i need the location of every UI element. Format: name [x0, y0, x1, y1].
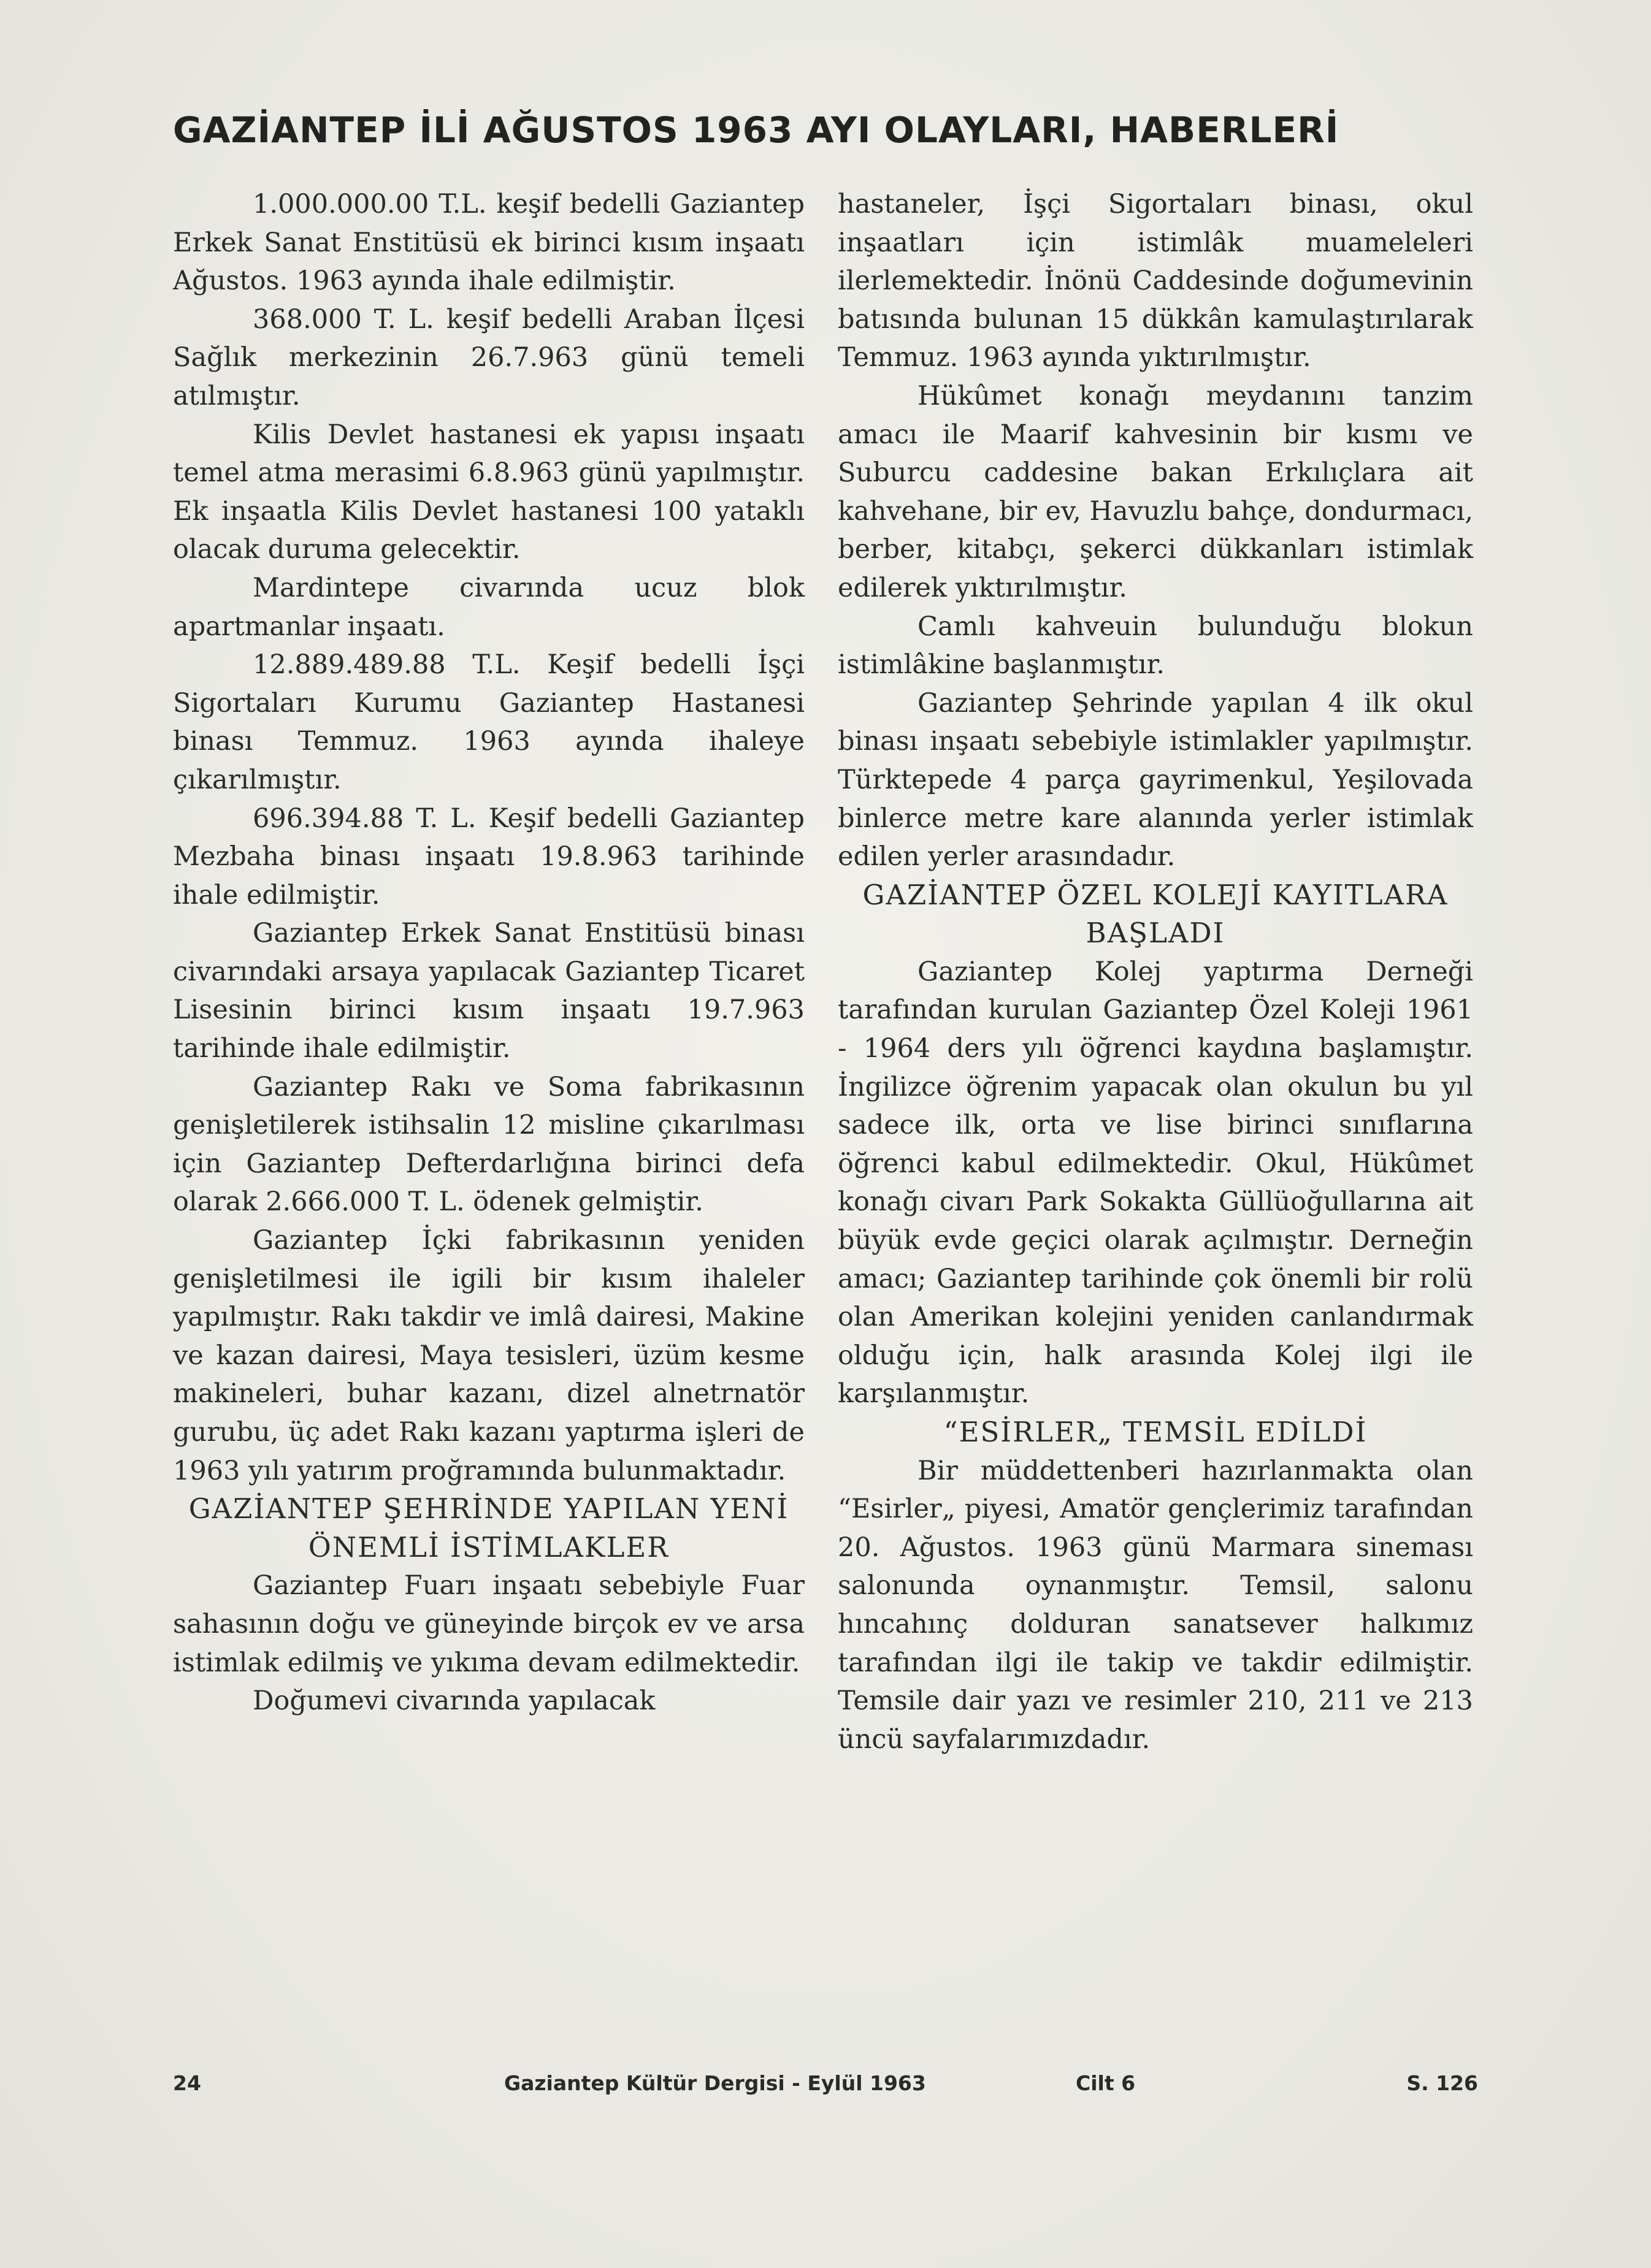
volume-label: Cilt 6 [1076, 2071, 1136, 2095]
page-footer [173, 2071, 1478, 2108]
right-column [838, 185, 1473, 1758]
article-paragraph: 1.000.000.00 T.L. keşif bedelli Gaziantep Erkek Sanat Enstitüsü ek birinci kısım inşaatı Ağustos. 1963 ayında ihale edilmiştir. [173, 189, 805, 297]
article-paragraph: Gaziantep Kolej yaptırma Derneği tarafından kurulan Gaziantep Özel Koleji 1961 - 1964 ders yılı öğrenci kaydına başlamıştır. İngilizce öğrenim yapacak olan okulun bu yıl sadece ilk, orta ve lise birinci sınıflarına öğrenci kabul edilmektedir. Okul, Hükûmet konağı civarı Park Sokakta Güllüoğullarına ait büyük evde geçici olarak açılmıştır. Derneğin amacı; Gaziantep tarihinde çok önemli bir rolü olan Amerikan kolejini yeniden canlandırmak olduğu için, halk arasında Kolej ilgi ile karşılanmıştır. [838, 956, 1473, 1410]
article-heading: GAZİANTEP ÖZEL KOLEJİ KAYITLARA BAŞLADI [862, 878, 1449, 950]
article-paragraph: Gaziantep Şehrinde yapılan 4 ilk okul binası inşaatı sebebiyle istimlakler yapılmıştır. Türktepede 4 parça gayrimenkul, Yeşilovada binlerce metre kare alanında yerler istimlak edilen yerler arasındadır. [838, 687, 1473, 872]
article-paragraph: 368.000 T. L. keşif bedelli Araban İlçesi Sağlık merkezinin 26.7.963 günü temeli atılmıştır. [173, 304, 805, 411]
article-paragraph: Bir müddettenberi hazırlanmakta olan “Esirler„ piyesi, Amatör gençlerimiz tarafından 20. Ağustos. 1963 günü Marmara sineması salonunda oynanmıştır. Temsil, salonu hıncahınç dolduran sanatsever halkımız tarafından ilgi ile takip ve takdir edilmiştir. Temsile dair yazı ve resimler 210, 211 ve 213 üncü sayfalarımızdadır. [838, 1455, 1473, 1755]
issue-number: S. 126 [1406, 2071, 1478, 2095]
article-paragraph: Gaziantep İçki fabrikasının yeniden genişletilmesi ile igili bir kısım ihaleler yapılmıştır. Rakı takdir ve imlâ dairesi, Makine ve kazan dairesi, Maya tesisleri, üzüm kesme makineleri, buhar kazanı, dizel alnetrnatör gurubu, üç adet Rakı kazanı yaptırma işleri de 1963 yılı yatırım proğramında bulunmaktadır. [173, 1225, 805, 1486]
article-heading: “ESİRLER„ TEMSİL EDİLDİ [943, 1416, 1368, 1448]
article-paragraph: 12.889.489.88 T.L. Keşif bedelli İşçi Sigortaları Kurumu Gaziantep Hastanesi binası Temmuz. 1963 ayında ihaleye çıkarılmıştır. [173, 649, 805, 795]
journal-name: Gaziantep Kültür Dergisi - Eylül 1963 [504, 2071, 926, 2095]
article-paragraph: hastaneler, İşçi Sigortaları binası, okul inşaatları için istimlâk muameleleri ilerlemektedir. İnönü Caddesinde doğumevinin batısında bulunan 15 dükkân kamulaştırılarak Temmuz. 1963 ayında yıktırılmıştır. [838, 189, 1473, 373]
page-number: 24 [173, 2071, 201, 2095]
left-column [173, 185, 805, 1720]
article-paragraph: Camlı kahveuin bulunduğu blokun istimlâkine başlanmıştır. [838, 611, 1473, 681]
article-paragraph: Kilis Devlet hastanesi ek yapısı inşaatı temel atma merasimi 6.8.963 günü yapılmıştır. Ek inşaatla Kilis Devlet hastanesi 100 yataklı olacak duruma gelecektir. [173, 419, 805, 565]
article-paragraph: Gaziantep Erkek Sanat Enstitüsü binası civarındaki arsaya yapılacak Gaziantep Ticaret Lisesinin birinci kısım inşaatı 19.7.963 tarihinde ihale edilmiştir. [173, 918, 805, 1064]
article-paragraph: Gaziantep Rakı ve Soma fabrikasının genişletilerek istihsalin 12 misline çıkarılması için Gaziantep Defterdarlığına birinci defa olarak 2.666.000 T. L. ödenek gelmiştir. [173, 1071, 805, 1218]
article-paragraph: Gaziantep Fuarı inşaatı sebebiyle Fuar sahasının doğu ve güneyinde birçok ev ve arsa istimlak edilmiş ve yıkıma devam edilmektedir. [173, 1570, 805, 1678]
page-title: GAZİANTEP İLİ AĞUSTOS 1963 AYI OLAYLARI, HABERLERİ [173, 109, 1339, 151]
article-paragraph: 696.394.88 T. L. Keşif bedelli Gaziantep Mezbaha binası inşaatı 19.8.963 tarihinde ihale edilmiştir. [173, 803, 805, 911]
article-paragraph: Hükûmet konağı meydanını tanzim amacı ile Maarif kahvesinin bir kısmı ve Suburcu caddesine bakan Erkılıçlara ait kahvehane, bir ev, Havuzlu bahçe, dondurmacı, berber, kitabçı, şekerci dükkanları istimlak edilerek yıktırılmıştır. [838, 380, 1473, 603]
article-paragraph: Doğumevi civarında yapılacak [253, 1686, 656, 1717]
article-heading: GAZİANTEP ŞEHRİNDE YAPILAN YENİ ÖNEMLİ İSTİMLAKLER [188, 1492, 789, 1564]
article-paragraph: Mardintepe civarında ucuz blok apartmanlar inşaatı. [173, 572, 805, 642]
